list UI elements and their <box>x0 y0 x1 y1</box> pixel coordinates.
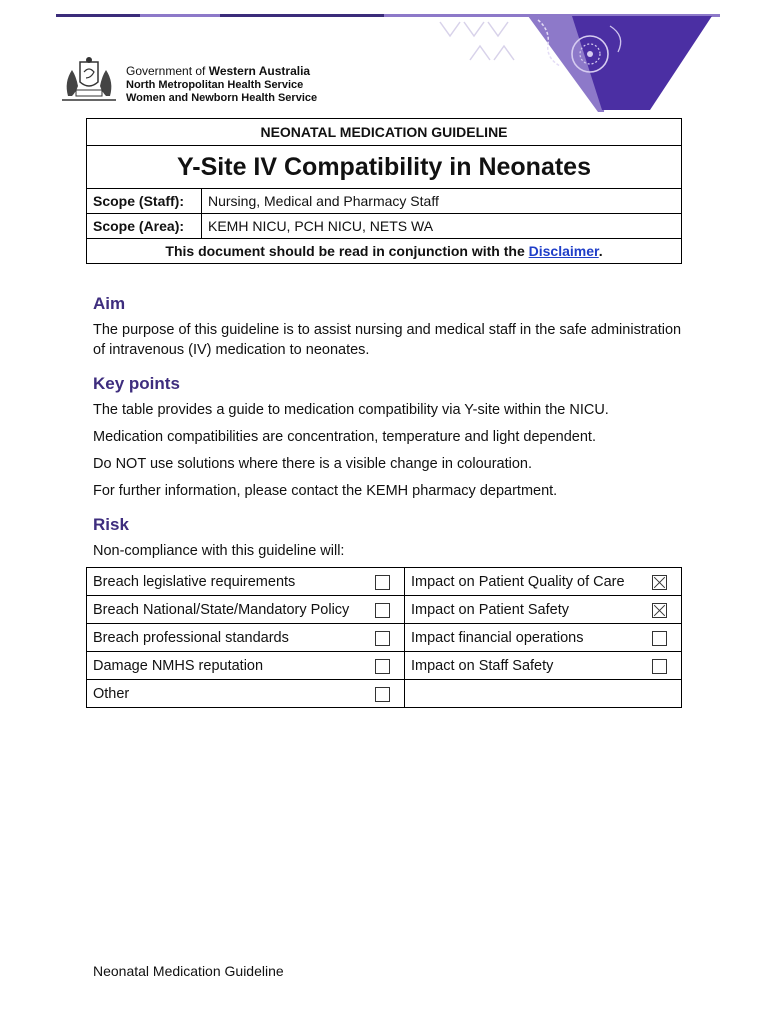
risk-cell-empty <box>405 680 682 708</box>
document-title: Y-Site IV Compatibility in Neonates <box>87 146 682 189</box>
org-line-nmhs: North Metropolitan Health Service <box>126 79 304 91</box>
scope-staff-label: Scope (Staff): <box>87 189 202 214</box>
aboriginal-artwork-banner <box>430 14 720 114</box>
guideline-type: NEONATAL MEDICATION GUIDELINE <box>87 119 682 146</box>
scope-staff-value: Nursing, Medical and Pharmacy Staff <box>202 189 682 214</box>
wa-government-crest-logo <box>58 56 120 104</box>
scope-area-label: Scope (Area): <box>87 214 202 239</box>
checkbox-unchecked[interactable] <box>375 603 390 618</box>
risk-cell: Damage NMHS reputation <box>87 652 405 680</box>
risk-table <box>86 567 682 708</box>
risk-cell: Breach National/State/Mandatory Policy <box>87 596 405 624</box>
key-point-item: Medication compatibilities are concentration, temperature and light dependent. <box>93 429 596 445</box>
document-header-table <box>86 118 682 264</box>
risk-intro: Non-compliance with this guideline will: <box>93 543 345 559</box>
key-point-item: The table provides a guide to medication compatibility via Y-site within the NICU. <box>93 402 609 418</box>
key-points-heading: Key points <box>93 374 180 393</box>
page-footer: Neonatal Medication Guideline <box>93 963 284 979</box>
risk-cell: Breach professional standards <box>87 624 405 652</box>
risk-row <box>87 624 682 652</box>
key-point-item: For further information, please contact the KEMH pharmacy department. <box>93 483 558 499</box>
header-rule-dark-2 <box>220 14 384 17</box>
risk-row <box>87 568 682 596</box>
risk-cell: Impact on Staff Safety <box>405 652 682 680</box>
risk-cell: Impact on Patient Quality of Care <box>405 568 682 596</box>
checkbox-checked[interactable] <box>652 575 667 590</box>
checkbox-unchecked[interactable] <box>375 575 390 590</box>
checkbox-unchecked[interactable] <box>375 687 390 702</box>
risk-cell: Impact on Patient Safety <box>405 596 682 624</box>
header-rule-light-2 <box>384 14 434 17</box>
checkbox-unchecked[interactable] <box>652 659 667 674</box>
header-rule-dark <box>56 14 140 17</box>
checkbox-checked[interactable] <box>652 603 667 618</box>
risk-row <box>87 652 682 680</box>
risk-cell: Breach legislative requirements <box>87 568 405 596</box>
disclaimer-link[interactable]: Disclaimer <box>528 243 599 259</box>
aim-heading: Aim <box>93 294 126 313</box>
checkbox-unchecked[interactable] <box>375 659 390 674</box>
checkbox-unchecked[interactable] <box>375 631 390 646</box>
scope-area-value: KEMH NICU, PCH NICU, NETS WA <box>202 214 682 239</box>
risk-row <box>87 680 682 708</box>
org-line-government: Government of Western Australia <box>126 64 311 78</box>
risk-heading: Risk <box>93 515 129 534</box>
risk-cell: Impact financial operations <box>405 624 682 652</box>
org-line-wnhs: Women and Newborn Health Service <box>126 92 318 104</box>
risk-row <box>87 596 682 624</box>
checkbox-unchecked[interactable] <box>652 631 667 646</box>
risk-cell: Other <box>87 680 405 708</box>
header-rule-light <box>140 14 220 17</box>
key-point-item: Do NOT use solutions where there is a visible change in colouration. <box>93 456 532 472</box>
aim-text: The purpose of this guideline is to assist nursing and medical staff in the safe administration of intravenous (IV) medication to neonates. <box>93 322 682 358</box>
disclaimer-note: This document should be read in conjunction with the Disclaimer. <box>87 239 682 264</box>
